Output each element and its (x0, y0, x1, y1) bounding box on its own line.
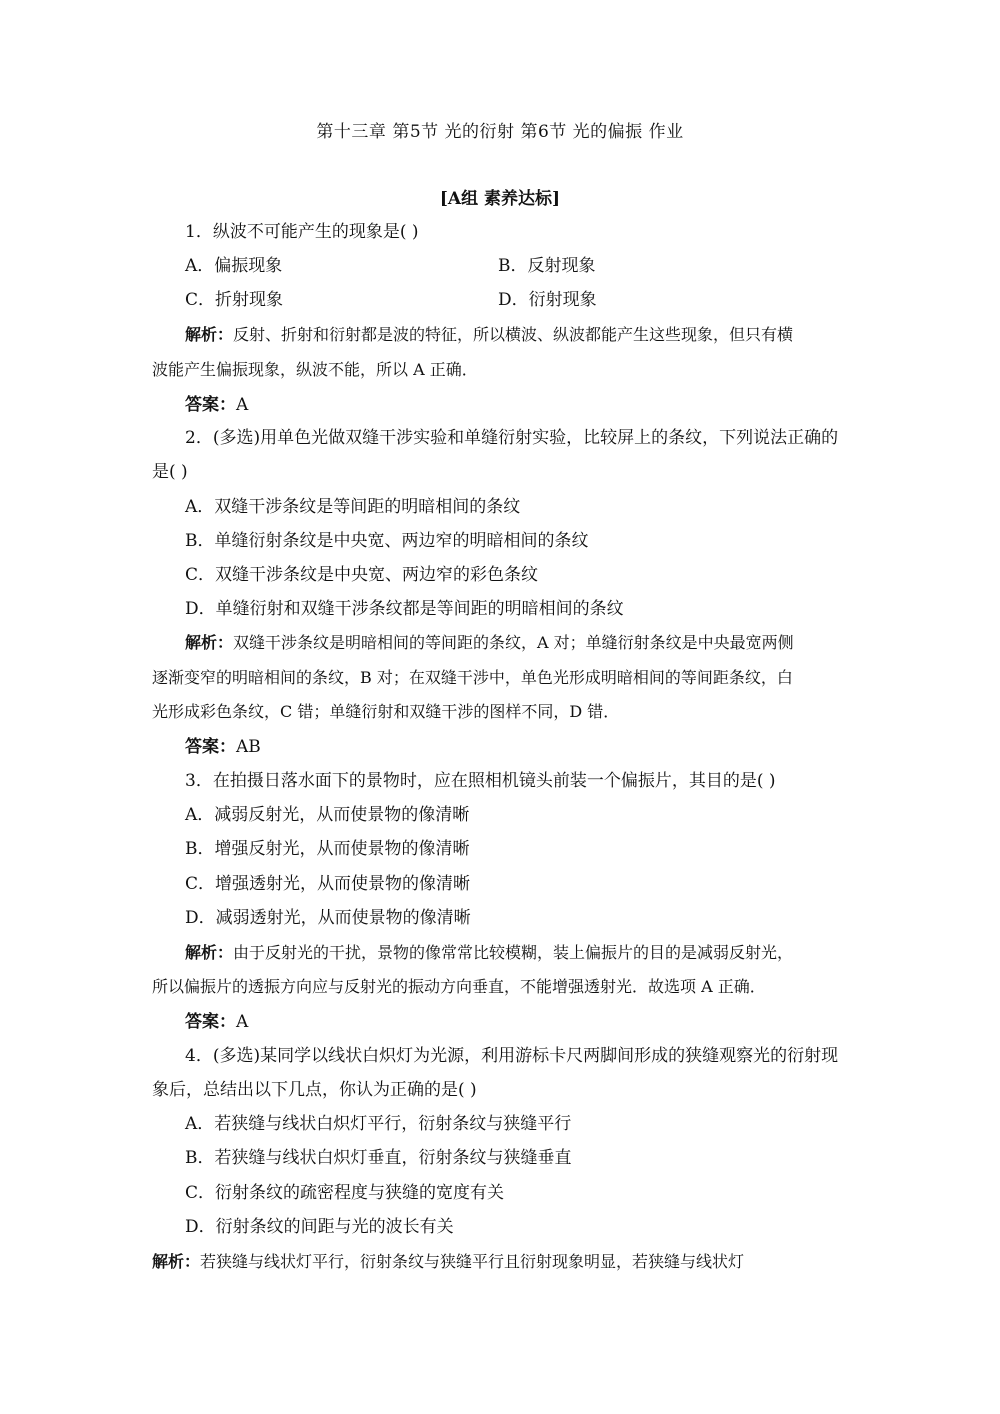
answer-label: 答案： (185, 737, 236, 757)
page-title: 第十三章 第5节 光的衍射 第6节 光的偏振 作业 (316, 122, 684, 142)
explanation-label: 解析： (185, 633, 234, 652)
q2-stem-line1: 2．(多选)用单色光做双缝干涉实验和单缝衍射实验，比较屏上的条纹，下列说法正确的 (185, 428, 839, 448)
q3-answer-value: A (236, 1012, 249, 1032)
q1-stem: 1．纵波不可能产生的现象是( ) (185, 222, 419, 242)
q3-answer (185, 1012, 248, 1032)
q3-option-b: B．增强反射光，从而使景物的像清晰 (185, 839, 470, 859)
q3-option-c: C．增强透射光，从而使景物的像清晰 (185, 874, 471, 894)
q2-answer-value: AB (236, 737, 261, 757)
q2-explanation-line3: 光形成彩色条纹，C 错；单缝衍射和双缝干涉的图样不同，D 错． (152, 702, 620, 721)
q2-option-b: B．单缝衍射条纹是中央宽、两边窄的明暗相间的条纹 (185, 531, 589, 551)
q4-option-b: B．若狭缝与线状白炽灯垂直，衍射条纹与狭缝垂直 (185, 1148, 572, 1168)
q1-answer (185, 395, 248, 415)
q1-explanation-line1: 反射、折射和衍射都是波的特征，所以横波、纵波都能产生这些现象，但只有横 (233, 325, 794, 344)
q3-explanation-line2: 所以偏振片的透振方向应与反射光的振动方向垂直，不能增强透射光．故选项 A 正确． (152, 977, 766, 996)
q1-option-d: D．衍射现象 (498, 290, 597, 310)
q3-option-a: A．减弱反射光，从而使景物的像清晰 (185, 805, 470, 825)
q2-option-d: D．单缝衍射和双缝干涉条纹都是等间距的明暗相间的条纹 (185, 599, 624, 619)
q3-explanation-line1: 由于反射光的干扰，景物的像常常比较模糊，装上偏振片的目的是减弱反射光， (233, 943, 794, 962)
q1-option-b: B．反射现象 (498, 256, 596, 276)
q2-explanation-line1: 双缝干涉条纹是明暗相间的等间距的条纹，A 对；单缝衍射条纹是中央最宽两侧 (233, 633, 794, 652)
q1-answer-value: A (236, 395, 249, 415)
q4-explanation (152, 1252, 744, 1272)
q3-stem: 3．在拍摄日落水面下的景物时，应在照相机镜头前装一个偏振片，其目的是( ) (185, 771, 776, 791)
q2-explanation (185, 633, 794, 653)
q2-answer (185, 737, 261, 757)
q2-explanation-line2: 逐渐变窄的明暗相间的条纹，B 对；在双缝干涉中，单色光形成明暗相间的等间距条纹，白 (152, 668, 793, 687)
q2-option-c: C．双缝干涉条纹是中央宽、两边窄的彩色条纹 (185, 565, 539, 585)
q4-stem-line1: 4．(多选)某同学以线状白炽灯为光源，利用游标卡尺两脚间形成的狭缝观察光的衍射现 (185, 1046, 839, 1066)
q2-stem-line2: 是( ) (152, 462, 188, 482)
q1-explanation (185, 325, 793, 345)
q1-option-c: C．折射现象 (185, 290, 284, 310)
q1-option-a: A．偏振现象 (185, 256, 283, 276)
q3-explanation (185, 943, 793, 963)
section-heading: [A组 素养达标] (439, 189, 561, 209)
q4-option-a: A．若狭缝与线状白炽灯平行，衍射条纹与狭缝平行 (185, 1114, 572, 1134)
q3-option-d: D．减弱透射光，从而使景物的像清晰 (185, 908, 471, 928)
q2-option-a: A．双缝干涉条纹是等间距的明暗相间的条纹 (185, 497, 521, 517)
q4-option-c: C．衍射条纹的疏密程度与狭缝的宽度有关 (185, 1183, 505, 1203)
q4-option-d: D．衍射条纹的间距与光的波长有关 (185, 1217, 454, 1237)
q4-explanation-line1: 若狭缝与线状灯平行，衍射条纹与狭缝平行且衍射现象明显，若狭缝与线状灯 (200, 1252, 745, 1271)
explanation-label: 解析： (152, 1252, 201, 1271)
q4-stem-line2: 象后，总结出以下几点，你认为正确的是( ) (152, 1080, 477, 1100)
explanation-label: 解析： (185, 943, 234, 962)
q1-explanation-line2: 波能产生偏振现象，纵波不能，所以 A 正确． (152, 360, 478, 379)
explanation-label: 解析： (185, 325, 234, 344)
answer-label: 答案： (185, 1012, 236, 1032)
answer-label: 答案： (185, 395, 236, 415)
